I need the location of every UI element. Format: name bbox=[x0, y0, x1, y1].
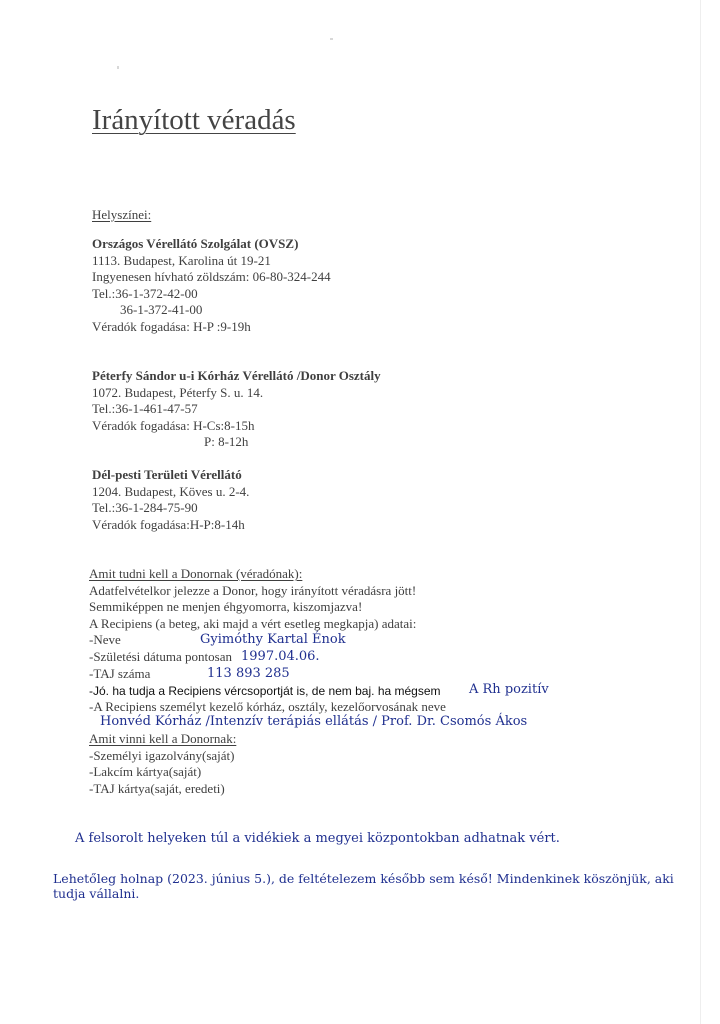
recipient-name-value: Gyimóthy Kartal Énok bbox=[200, 632, 346, 647]
donor-info-line: Semmiképpen ne menjen éhgyomorra, kiszomjazva! bbox=[89, 599, 363, 614]
donor-info-line: Adatfelvételkor jelezze a Donor, hogy irányított véradásra jött! bbox=[89, 582, 417, 598]
recipient-bloodtype-value: A Rh pozitív bbox=[469, 682, 549, 697]
location-hours: Véradók fogadása: H-P :9-19h bbox=[92, 318, 251, 334]
recipient-hospital-value: Honvéd Kórház /Intenzív terápiás ellátás / Prof. Dr. Csomós Ákos bbox=[100, 714, 528, 729]
recipient-bloodtype-label: -Jó. ha tudja a Recipiens vércsoportját is, de nem baj. ha mégsem bbox=[89, 684, 441, 698]
bring-item: -Személyi igazolvány(saját) bbox=[89, 747, 235, 763]
location-phone-2: 36-1-372-41-00 bbox=[120, 302, 203, 317]
bring-item: -TAJ kártya(saját, eredeti) bbox=[89, 780, 225, 796]
location-name: Péterfy Sándor u-i Kórház Vérellátó /Donor Osztály bbox=[92, 368, 381, 383]
scan-speck bbox=[330, 38, 333, 40]
locations-heading: Helyszínei: bbox=[92, 207, 152, 222]
bring-info bbox=[89, 731, 236, 797]
scan-edge-line bbox=[700, 0, 701, 1024]
recipient-name-label: -Neve bbox=[89, 632, 121, 647]
location-name: Országos Vérellátó Szolgálat (OVSZ) bbox=[92, 236, 299, 251]
donor-info bbox=[89, 566, 416, 632]
location-phone: Tel.:36-1-284-75-90 bbox=[92, 500, 198, 515]
regional-note: A felsorolt helyeken túl a vidékiek a megyei központokban adhatnak vért. bbox=[75, 831, 560, 846]
location-address: 1113. Budapest, Karolina út 19-21 bbox=[92, 252, 271, 268]
location-phone: Tel.:36-1-372-42-00 bbox=[92, 285, 198, 301]
donor-info-heading: Amit tudni kell a Donornak (véradónak): bbox=[89, 566, 303, 581]
recipient-birthdate-value: 1997.04.06. bbox=[241, 649, 320, 664]
bring-item: -Lakcím kártya(saját) bbox=[89, 764, 202, 779]
location-hours-friday: P: 8-12h bbox=[204, 434, 249, 449]
closing-line-2: tudja vállalni. bbox=[53, 886, 140, 901]
location-peterfy bbox=[92, 368, 381, 451]
recipient-hospital-label: -A Recipiens személyt kezelő kórház, osztály, kezelőorvosának neve bbox=[89, 699, 446, 714]
location-address: 1204. Budapest, Köves u. 2-4. bbox=[92, 483, 250, 499]
location-name: Dél-pesti Területi Vérellátó bbox=[92, 467, 242, 482]
location-delpesti bbox=[92, 467, 249, 533]
location-hotline: Ingyenesen hívható zöldszám: 06-80-324-244 bbox=[92, 269, 331, 284]
donor-info-line: A Recipiens (a beteg, aki majd a vért esetleg megkapja) adatai: bbox=[89, 615, 417, 631]
recipient-taj-label: -TAJ száma bbox=[89, 666, 151, 681]
location-hours: Véradók fogadása:H-P:8-14h bbox=[92, 516, 245, 532]
page-title: Irányított véradás bbox=[92, 104, 296, 136]
scan-speck bbox=[117, 66, 119, 69]
recipient-taj-value: 113 893 285 bbox=[207, 666, 290, 681]
closing-line-1: Lehetőleg holnap (2023. június 5.), de feltételezem később sem késő! Mindenkinek köszönjük, aki bbox=[53, 871, 674, 886]
location-hours: Véradók fogadása: H-Cs:8-15h bbox=[92, 417, 255, 433]
recipient-birthdate-label: -Születési dátuma pontosan bbox=[89, 649, 232, 664]
bring-info-heading: Amit vinni kell a Donornak: bbox=[89, 731, 237, 746]
location-ovsz bbox=[92, 236, 331, 335]
location-address: 1072. Budapest, Péterfy S. u. 14. bbox=[92, 384, 264, 400]
location-phone: Tel.:36-1-461-47-57 bbox=[92, 401, 198, 416]
